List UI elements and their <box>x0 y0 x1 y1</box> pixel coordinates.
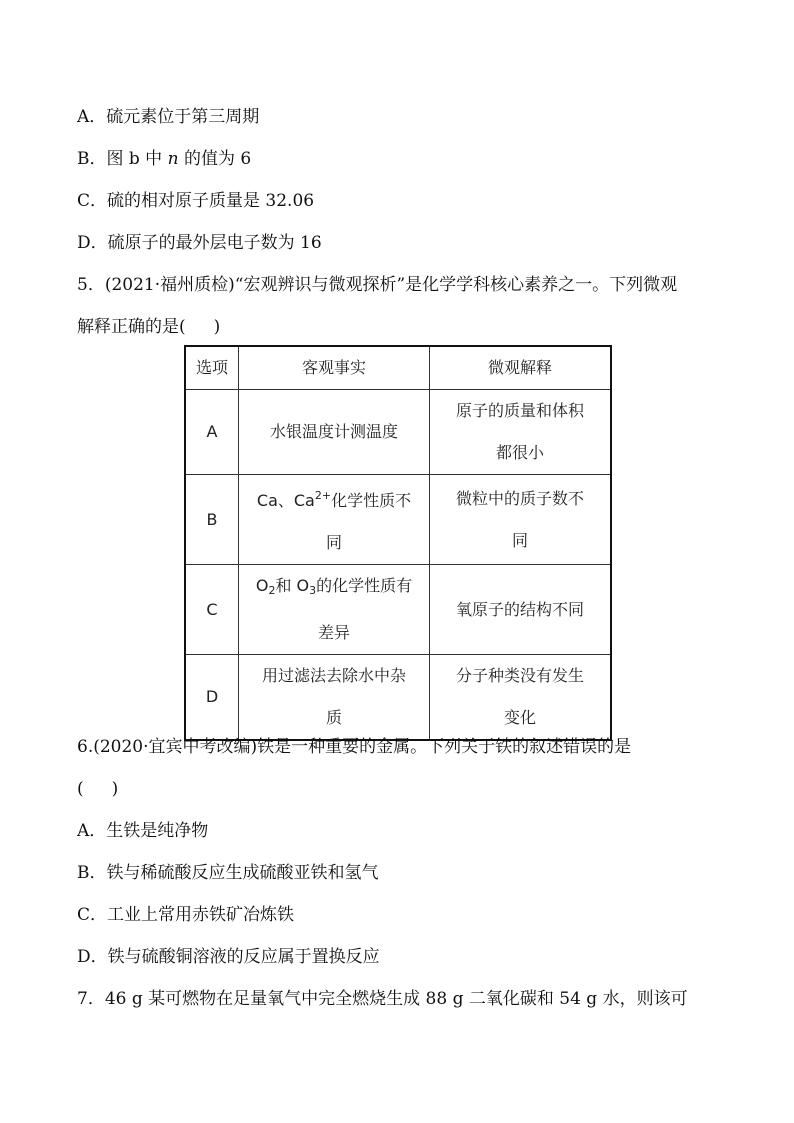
q6-stem-line1: 6.(2020·宜宾中考改编)铁是一种重要的金属。下列关于铁的叙述错误的是 <box>77 737 632 757</box>
row-c-fact-o: O <box>255 576 269 595</box>
row-a-explanation <box>430 390 612 475</box>
q4-option-b-post: 的值为 6 <box>178 149 252 169</box>
q4-option-b <box>77 148 251 170</box>
row-d-option: D <box>185 655 239 741</box>
row-c-fact <box>239 565 430 655</box>
row-b-fact-rest: 化学性质不 <box>331 491 412 510</box>
row-d-fact-line1: 用过滤法去除水中杂 <box>261 666 406 685</box>
row-c-fact-sub2: 3 <box>309 584 317 597</box>
q4-option-a: A．硫元素位于第三周期 <box>77 107 260 127</box>
row-d-expl-line2: 变化 <box>503 708 536 727</box>
row-b-fact-line1 <box>245 475 423 522</box>
q6-paren-close: ) <box>111 779 119 799</box>
row-b-explanation <box>430 475 612 565</box>
q5-table <box>184 345 612 741</box>
q5-stem-line1: 5．(2021·福州质检)“宏观辨识与微观探析”是化学学科核心素养之一。下列微观 <box>77 275 678 295</box>
q6-stem-line2 <box>77 778 118 800</box>
q6-paren-open: ( <box>77 779 84 799</box>
q5-stem-text: 解释正确的是( <box>77 317 186 337</box>
row-d-explanation <box>430 655 612 741</box>
q4-option-d: D．硫原子的最外层电子数为 16 <box>77 233 322 253</box>
table-header-row <box>185 346 611 390</box>
row-d-expl-line1: 分子种类没有发生 <box>455 666 584 685</box>
q4-option-c: C．硫的相对原子质量是 32.06 <box>77 191 315 211</box>
header-option: 选项 <box>185 346 239 390</box>
row-b-fact-line2: 同 <box>325 533 342 552</box>
table-row-b <box>185 475 611 565</box>
row-a-expl-line1: 原子的质量和体积 <box>455 401 584 420</box>
table-row-c <box>185 565 611 655</box>
q5-stem-line2 <box>77 316 220 338</box>
row-c-fact-line2: 差异 <box>317 623 350 642</box>
row-c-option: C <box>185 565 239 655</box>
row-b-expl-line1: 微粒中的质子数不 <box>455 488 584 508</box>
table-row-d <box>185 655 611 741</box>
row-c-fact-sub1: 2 <box>268 584 276 597</box>
row-c-explanation: 氧原子的结构不同 <box>430 565 612 655</box>
q4-option-b-pre: B．图 b 中 <box>77 149 168 169</box>
row-c-fact-he: 和 O <box>275 576 310 595</box>
q7-stem-line1: 7．46 g 某可燃物在足量氧气中完全燃烧生成 88 g 二氧化碳和 54 g 水，则该可 <box>77 989 688 1009</box>
table-row-a <box>185 390 611 475</box>
q6-option-d: D．铁与硫酸铜溶液的反应属于置换反应 <box>77 947 380 967</box>
row-d-fact <box>239 655 430 741</box>
row-b-option: B <box>185 475 239 565</box>
row-a-expl-line2: 都很小 <box>495 443 544 462</box>
row-c-fact-rest: 的化学性质有 <box>316 576 413 595</box>
row-b-fact <box>239 475 430 565</box>
row-b-fact-ca: Ca、Ca <box>256 491 315 510</box>
q6-option-b: B．铁与稀硫酸反应生成硫酸亚铁和氢气 <box>77 863 379 883</box>
header-explanation: 微观解释 <box>430 346 612 390</box>
q5-answer-close: ) <box>213 317 221 337</box>
row-b-fact-charge: 2+ <box>314 489 332 502</box>
header-fact: 客观事实 <box>239 346 430 390</box>
row-b-expl-line2: 同 <box>511 530 528 550</box>
q4-option-b-var: n <box>167 149 179 169</box>
row-d-fact-line2: 质 <box>325 708 342 727</box>
row-c-fact-line1 <box>245 565 423 612</box>
q6-option-a: A．生铁是纯净物 <box>77 821 209 841</box>
row-a-fact: 水银温度计测温度 <box>239 390 430 475</box>
q6-option-c: C．工业上常用赤铁矿冶炼铁 <box>77 905 295 925</box>
row-a-option: A <box>185 390 239 475</box>
